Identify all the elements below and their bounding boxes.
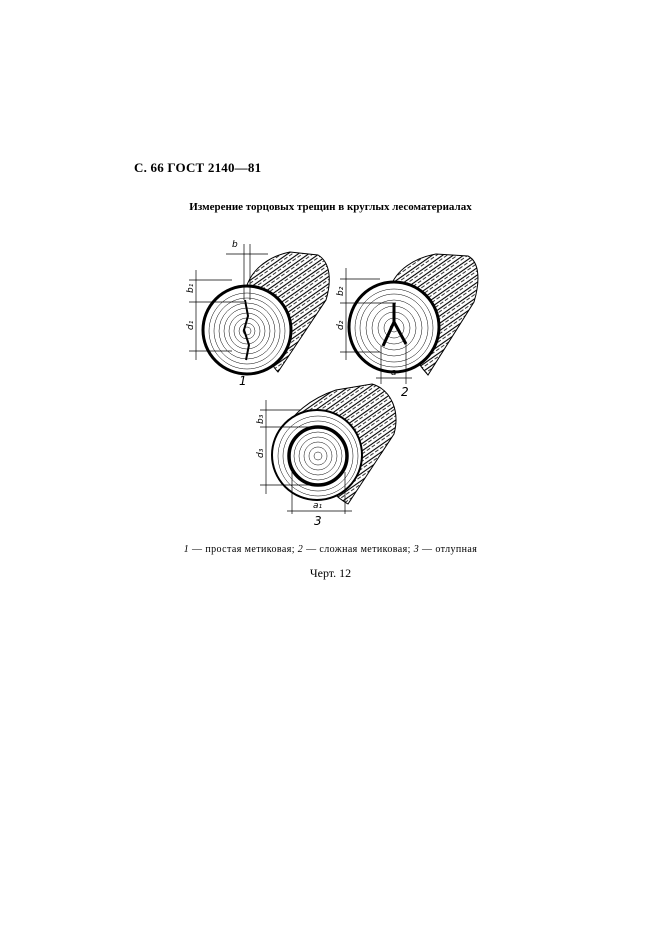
label-fig-3: 3 — [314, 514, 322, 528]
caption-text-3: — отлупная — [419, 544, 478, 555]
caption-text-1: — простая метиковая; — [189, 544, 298, 555]
log-2-drawing — [336, 254, 478, 399]
label-a1: a₁ — [313, 501, 323, 511]
log-3-drawing — [256, 384, 396, 528]
caption-num-2: 2 — [297, 544, 304, 555]
label-b: b — [232, 240, 238, 250]
figure-caption — [0, 544, 661, 555]
label-b3: b₃ — [256, 414, 266, 424]
log-1-drawing — [186, 240, 329, 388]
label-a: a — [391, 368, 397, 378]
label-d2: d₂ — [336, 320, 346, 330]
caption-num-1: 1 — [183, 544, 190, 555]
page-header: С. 66 ГОСТ 2140—81 — [134, 160, 262, 175]
caption-text-2: — сложная метиковая; — [303, 544, 414, 555]
log-2-end-face — [349, 282, 439, 372]
log-1-end-face — [203, 286, 291, 374]
figure-title: Измерение торцовых трещин в круглых лесоматериалах — [189, 201, 472, 213]
label-b2: b₂ — [336, 286, 346, 296]
label-d1: d₁ — [186, 320, 196, 330]
caption-num-3: 3 — [413, 544, 420, 555]
label-b1: b₁ — [186, 283, 196, 293]
label-fig-1: 1 — [239, 374, 247, 388]
figure-number: Черт. 12 — [309, 566, 352, 580]
label-d3: d₃ — [256, 448, 266, 458]
label-fig-2: 2 — [401, 385, 409, 399]
